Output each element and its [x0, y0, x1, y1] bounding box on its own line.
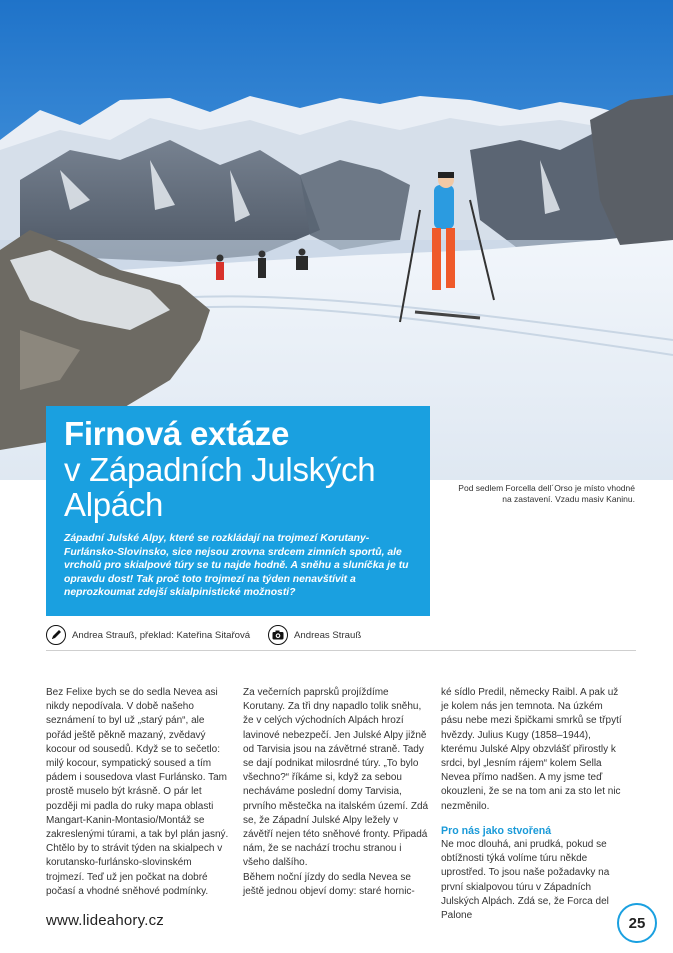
article-title-subtitle: v Západních Julských Alpách: [64, 451, 376, 523]
article-lead: Západní Julské Alpy, které se rozkládají na trojmezí Korutany-Furlánsko-Slovinsko, sice nejsou zrovna srdcem zimních sportů, ale vrcholů pro skialpové túry se tu najde hodně. A sněhu a sluníčka je tu opravdu dost! Tak proč toto trojmezí na týden nenavštívit a neprozkoumat zdejší skialpinistické možnosti?: [64, 533, 409, 599]
body-paragraph: Ne moc dlouhá, ani prudká, pokud se obtížnosti týká volíme túru někde uprostřed. To jsou naše požadavky na první skialpovou túru v Západních Julských Alpách. Zdá se, že Forca del Palone: [441, 839, 610, 922]
photo-credit-text: Andreas Strauß: [294, 629, 362, 641]
body-paragraph: Za večerních paprsků projíždíme Korutany. Za tři dny napadlo tolik sněhu, že v celých východních Alpách hrozí lavinové nebezpečí. Jen Julské Alpy jižně od Tarvisia jsou na závětrné straně. Tady se dají podnikat milosrdné túry. „To bylo všechno?“ říkáme si, když za sebou necháváme poslední domy Tarvisia, prvního městečka na italském území. Zdá se, že Západní Julské Alpy ležely v závětří nejen této sněhové fronty. Připadá nám, že se nachází trochu stranou i všeho dalšího.: [243, 687, 429, 869]
author-credit: [46, 625, 250, 645]
credits-divider: [46, 650, 636, 651]
article-title-bold: Firnová extáze: [64, 415, 290, 452]
body-paragraph: ké sídlo Predil, německy Raibl. A pak už je kolem nás jen temnota. Na úzkém pásu nebe mezi špičkami smrků se třpytí hvězdy. Julius Kugy (1858–1944), kterému Julské Alpy obzvlášť přirostly k srdci, byl „lesním rájem“ kolem Sella Nevea přímo nadšen. A my jsme teď okouzleni, že se na tom ani za sto let nic nezměnilo.: [441, 687, 622, 812]
article-column-3: [441, 686, 627, 923]
camera-icon: [268, 625, 288, 645]
photo-credit: [268, 625, 361, 645]
article-title-box: [46, 406, 430, 616]
body-paragraph: Bez Felixe bych se do sedla Nevea asi nikdy nepodívala. V době našeho seznámení to byl už „starý pán“, ale pořád ještě pěkně mazaný, zvědavý kocour od sousedů. Když se to sečetlo: milý kocour, sympatický soused a tím pádem i sousedova vlast Furlánsko. Tam prostě muselo být krásně. O pár let později mi padla do ruky mapa oblasti Mangart-Kanin-Montasio/Montáž se zakreslenými túrami, a tak byl plán jasný. Chtělo by to strávit týden na skialpech v korutansko-furlánsko-slovinském trojmezí. Teď už jen počkat na dobré počasí a vhodné sněhové podmínky.: [46, 687, 229, 897]
article-column-1: [46, 686, 232, 899]
body-paragraph: Během noční jízdy do sedla Nevea se ještě jednou objeví domy: staré hornic-: [243, 871, 415, 897]
section-subheading: Pro nás jako stvořená: [441, 824, 552, 837]
credits: [46, 625, 636, 647]
page-number-badge: 25: [617, 903, 657, 943]
author-credit-text: Andrea Strauß, překlad: Kateřina Sitařová: [72, 629, 251, 641]
photo-caption: Pod sedlem Forcella dell´Orso je místo vhodné na zastavení. Vzadu masiv Kaninu.: [458, 483, 635, 504]
article-column-2: [243, 686, 429, 899]
pen-icon: [46, 625, 66, 645]
footer-website-url: www.lideahory.cz: [46, 912, 164, 929]
